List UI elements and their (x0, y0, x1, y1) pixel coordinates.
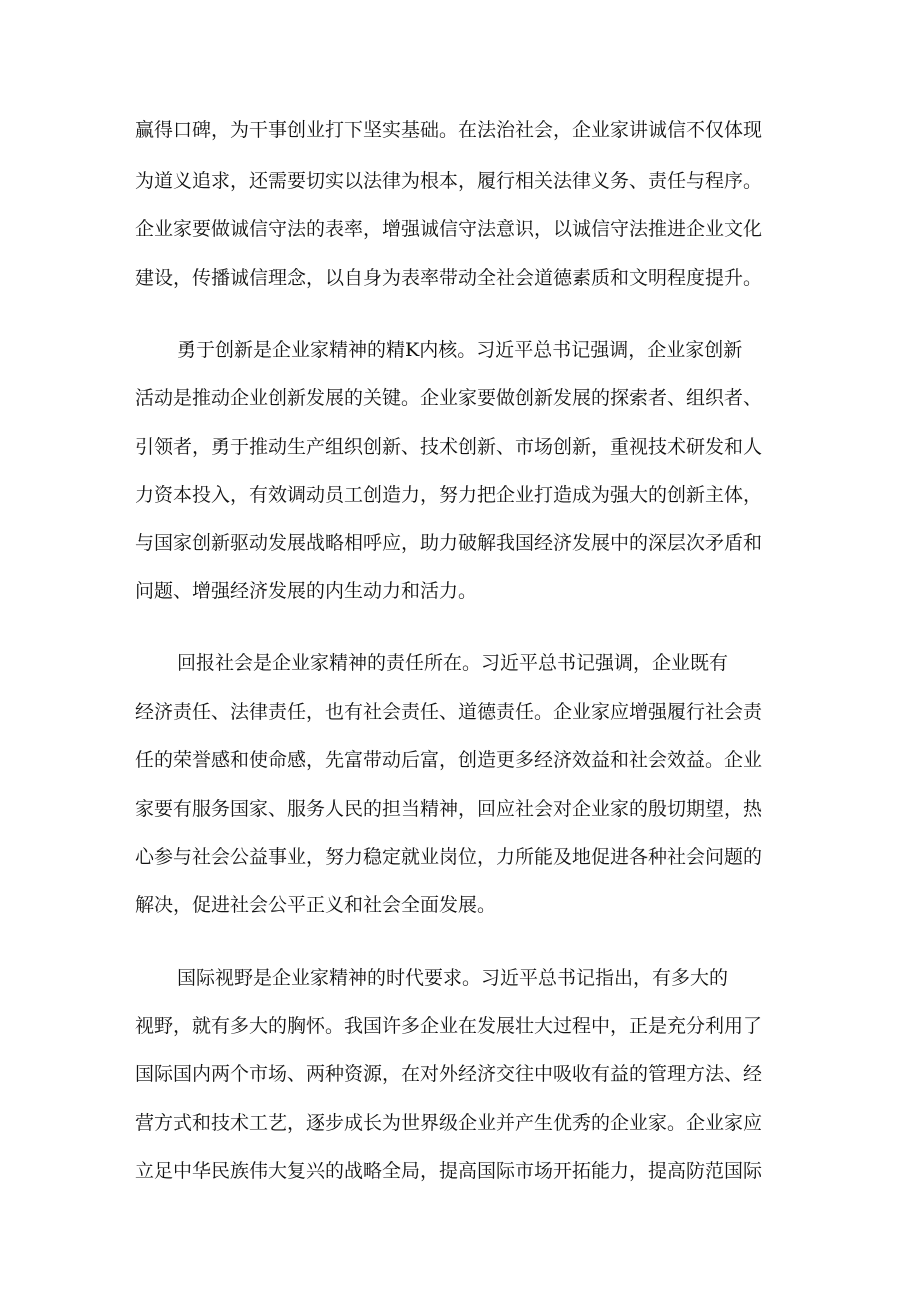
text-line: 建设，传播诚信理念，以自身为表率带动全社会道德素质和文明程度提升。 (135, 267, 763, 289)
text-line: 力资本投入，有效调动员工创造力，努力把企业打造成为强大的创新主体， (135, 484, 763, 506)
paragraph-first-line: 勇于创新是企业家精神的精K内核。习近平总书记强调，企业家创新 (177, 339, 743, 361)
text-line: 与国家创新驱动发展战略相呼应，助力破解我国经济发展中的深层次矛盾和 (135, 532, 763, 554)
text-line: 国际国内两个市场、两种资源，在对外经济交往中吸收有益的管理方法、经 (135, 1063, 763, 1085)
text-line: 赢得口碑，为干事创业打下坚实基础。在法治社会，企业家讲诚信不仅体现 (135, 119, 763, 141)
paragraph-first-line: 国际视野是企业家精神的时代要求。习近平总书记指出，有多大的 (177, 967, 729, 989)
text-line: 引领者，勇于推动生产组织创新、技术创新、市场创新，重视技术研发和人 (135, 436, 763, 458)
text-line: 为道义追求，还需要切实以法律为根本，履行相关法律义务、责任与程序。 (135, 170, 763, 192)
text-line: 经济责任、法律责任，也有社会责任、道德责任。企业家应增强履行社会责 (135, 701, 763, 723)
text-line: 任的荣誉感和使命感，先富带动后富，创造更多经济效益和社会效益。企业 (135, 749, 763, 771)
text-line: 活动是推动企业创新发展的关键。企业家要做创新发展的探索者、组织者、 (135, 387, 763, 409)
text-line: 心参与社会公益事业，努力稳定就业岗位，力所能及地促进各种社会问题的 (135, 846, 763, 868)
text-line: 解决，促进社会公平正义和社会全面发展。 (135, 894, 497, 916)
text-line: 企业家要做诚信守法的表率，增强诚信守法意识，以诚信守法推进企业文化 (135, 218, 763, 240)
text-line: 家要有服务国家、服务人民的担当精神，回应社会对企业家的殷切期望，热 (135, 798, 763, 820)
text-line: 营方式和技术工艺，逐步成长为世界级企业并产生优秀的企业家。企业家应 (135, 1112, 763, 1134)
text-line: 立足中华民族伟大复兴的战略全局，提高国际市场开拓能力，提高防范国际 (135, 1160, 763, 1182)
text-line: 视野，就有多大的胸怀。我国许多企业在发展壮大过程中，正是充分利用了 (135, 1015, 763, 1037)
text-line: 问题、增强经济发展的内生动力和活力。 (135, 580, 478, 602)
paragraph-first-line: 回报社会是企业家精神的责任所在。习近平总书记强调，企业既有 (177, 652, 729, 674)
